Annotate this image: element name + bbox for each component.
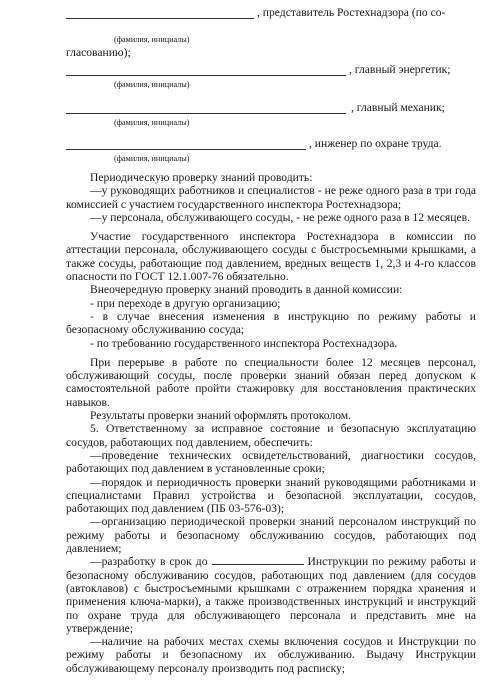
signature-line — [66, 75, 346, 76]
paragraph: - в случае внесения изменения в инструкцию по режиму работы и безопасному обслуживанию сосуда; — [66, 309, 476, 337]
paragraph-rest: Инструкции по режиму работы и безопасному обслуживанию сосудов, работающих под давлением (для сосудов (автоклавов) с быстросъемными крышками с отражением порядка хранения и применения ключа-марки), а также производственных инструкций и инструкций по охране труда для обслуживающего персонала и представить мне на утверждение; — [66, 555, 477, 635]
paragraph-start: —разработку в срок до — [90, 555, 208, 569]
paragraph: Периодическую проверку знаний проводить: — [90, 171, 313, 184]
paragraph: —организацию периодической проверки знаний персоналом инструкций по режиму работы и безопасному обслуживанию сосудов, работающих под давлением; — [66, 515, 476, 556]
signature-line — [66, 113, 346, 114]
signature-energetik — [66, 61, 476, 79]
role-rostekhnadzor: , представитель Ростехнадзора (по со- — [257, 6, 446, 19]
signature-mekhanik — [66, 99, 476, 117]
paragraph: —проведение технических освидетельствований, диагностики сосудов, работающих под давлением в установленные сроки; — [66, 448, 476, 476]
paragraph: Участие государственного инспектора Ростехнадзора в комиссии по аттестации персонала, обслуживающего сосуды с быстросъемными крышками, а также сосуды, работающие под давлением, вредных веществ 1, 2,3 и 4-го классов опасности по ГОСТ 12.1.007-76 обязательно. — [66, 230, 476, 284]
paragraph: —порядок и периодичность проверки знаний руководящими работниками и специалистами Правил устройства и безопасной эксплуатации, сосудов, работающих под давлением (ПБ 03-576-03); — [66, 475, 476, 516]
paragraph: 5. Ответственному за исправное состояние и безопасную эксплуатацию сосудов, работающих под давлением, обеспечить: — [66, 422, 476, 449]
role-mekhanik: , главный механик; — [351, 101, 445, 114]
paragraph: —наличие на рабочих местах схемы включения сосудов и Инструкции по режиму работы и безопасному их обслуживанию. Выдачу Инструкции обслуживающему персоналу производить под расписку; — [66, 635, 476, 675]
paragraph: При перерыве в работе по специальности более 12 месяцев персонал, обслуживающий сосуды, после проверки знаний обязан перед допуском к самостоятельной работе пройти стажировку для восстановления практических навыков. — [66, 355, 476, 409]
paragraph: —у персонала, обслуживающего сосуды, - не реже одного раза в 12 месяцев. — [90, 210, 470, 224]
paragraph: - по требованию государственного инспектора Ростехнадзора. — [90, 336, 398, 350]
signature-line — [66, 149, 306, 150]
signature-line — [66, 18, 254, 19]
signature-caption: (фамилия, инициалы) — [114, 118, 190, 127]
deadline-blank — [212, 555, 304, 565]
role-ohrana-truda: , инженер по охране труда. — [309, 137, 442, 150]
paragraph: - при переходе в другую организацию; — [90, 296, 281, 310]
signature-ohrana-truda — [66, 135, 476, 153]
role-rostekhnadzor-continued: гласованию); — [66, 46, 131, 59]
signature-rostekhnadzor — [66, 6, 476, 30]
paragraph: —у руководящих работников и специалистов - не реже одного раза в три года комиссией с участием государственного инспектора Ростехнадзора; — [66, 184, 476, 211]
role-energetik: , главный энергетик; — [349, 63, 451, 76]
signature-caption: (фамилия, инициалы) — [114, 154, 190, 163]
signature-caption: (фамилия, инициалы) — [114, 35, 190, 44]
paragraph — [66, 555, 476, 635]
paragraph: Внеочередную проверку знаний проводить в данной комиссии: — [90, 283, 403, 297]
paragraph: Результаты проверки знаний оформлять протоколом. — [90, 409, 352, 423]
order-body — [66, 171, 476, 675]
signature-caption: (фамилия, инициалы) — [114, 80, 190, 89]
